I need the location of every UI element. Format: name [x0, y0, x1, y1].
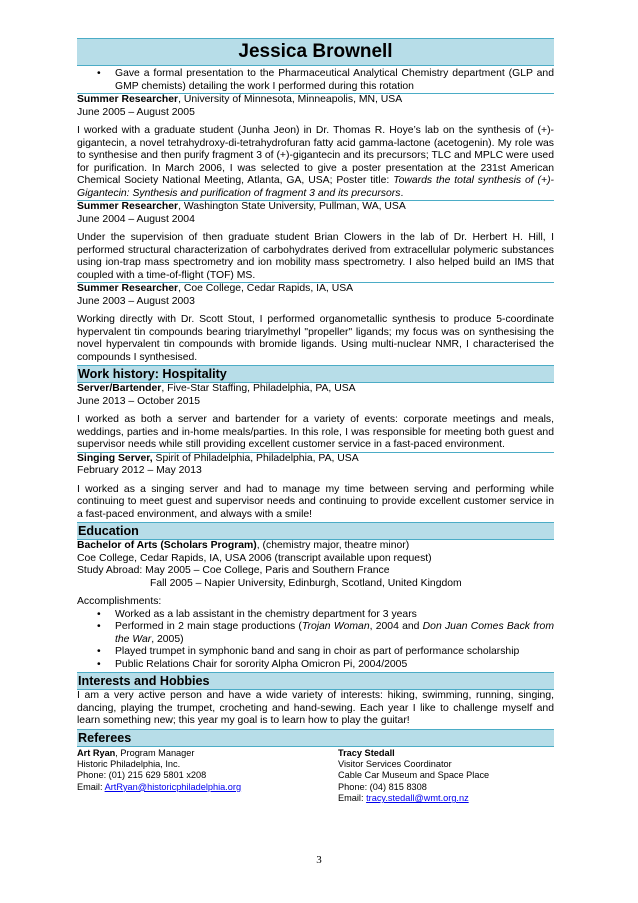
poster-title: Towards the total synthesis of (+)-Gigantecin: Synthesis and purification of fragment 3 and its precursors	[77, 175, 554, 199]
resume-page	[77, 38, 554, 805]
job-dates: February 2012 – May 2013	[77, 465, 202, 476]
hospitality-entry-1	[77, 383, 554, 452]
acc-text: Performed in 2 main stage productions (	[115, 621, 302, 632]
referee-name: Tracy Stedall	[338, 747, 395, 758]
job-dates: June 2005 – August 2005	[77, 106, 195, 118]
list-item: • Worked as a lab assistant in the chemistry department for 3 years	[77, 609, 554, 622]
job-dates: June 2004 – August 2004	[77, 213, 195, 225]
job-dates: June 2003 – August 2003	[77, 295, 195, 307]
top-bullet-list	[77, 68, 554, 93]
acc-text: , 2005)	[151, 633, 184, 645]
referee-email-link[interactable]: tracy.stedall@wmt.org.nz	[366, 793, 469, 804]
referee-phone: Phone: (01) 215 629 5801 x208	[77, 770, 207, 781]
job-role: Singing Server,	[77, 452, 153, 464]
referee-email-link[interactable]: ArtRyan@historicphiladelphia.org	[104, 781, 242, 792]
section-heading-education: Education	[77, 522, 554, 540]
research-entry-3	[77, 282, 554, 364]
job-description	[77, 125, 554, 200]
production-title: Trojan Woman	[301, 621, 370, 632]
college-line: Coe College, Cedar Rapids, IA, USA 2006 (transcript available upon request)	[77, 552, 432, 564]
referee-left	[77, 748, 338, 805]
job-place: , Washington State University, Pullman, WA, USA	[178, 201, 406, 212]
job-place: , University of Minnesota, Minneapolis, MN, USA	[178, 94, 403, 105]
referee-name: Art Ryan	[77, 747, 116, 758]
education-block	[77, 540, 554, 671]
list-item: • Played trumpet in symphonic band and sang in choir as part of performance scholarship	[77, 646, 554, 659]
job-description: Under the supervision of then graduate student Brian Clowers in the lab of Dr. Herbert H. Hill, I performed structural characterization of carbohydrates derived from extracellular polymeric substances using ion-trap mass spectrometry and ion mobility mass spectrometry. I also helped build an IMS that coupled with a time-of-flight (TOF) MS.	[77, 232, 554, 281]
list-item: • Public Relations Chair for sorority Alpha Omicron Pi, 2004/2005	[77, 659, 554, 672]
page-number: 3	[316, 854, 322, 866]
referee-org: Historic Philadelphia, Inc.	[77, 758, 181, 769]
job-place: , Coe College, Cedar Rapids, IA, USA	[178, 283, 354, 294]
job-description: Working directly with Dr. Scott Stout, I performed organometallic synthesis to produce 5-coordinate hypervalent tin compounds bearing triarylmethyl "propeller" ligands; my focus was on synthesising the novel hypervalent tin compounds with bromide ligands. Using multi-nuclear NMR, I characterised the compounds I synthesised.	[77, 314, 554, 363]
accomplishments-label: Accomplishments:	[77, 596, 162, 607]
referee-email-label: Email:	[77, 781, 105, 792]
section-heading-referees: Referees	[77, 729, 554, 747]
referee-phone: Phone: (04) 815 8308	[338, 781, 427, 792]
job-role: Server/Bartender	[77, 383, 162, 394]
referee-title: , Program Manager	[115, 747, 195, 758]
job-role: Summer Researcher	[77, 283, 179, 294]
job-role: Summer Researcher	[77, 94, 179, 105]
degree-detail: , (chemistry major, theatre minor)	[256, 540, 410, 551]
referees-block	[77, 748, 554, 805]
section-heading-interests: Interests and Hobbies	[77, 672, 554, 690]
job-place: , Five-Star Staffing, Philadelphia, PA, USA	[161, 383, 356, 394]
hospitality-entry-2	[77, 452, 554, 522]
study-abroad-line-2: Fall 2005 – Napier University, Edinburgh, Scotland, United Kingdom	[150, 577, 462, 589]
referee-email-label: Email:	[338, 793, 367, 804]
job-dates: June 2013 – October 2015	[77, 395, 201, 407]
accomplishments-list	[77, 609, 554, 672]
research-entry-1	[77, 93, 554, 200]
production-title: Don Juan Comes Back from the War	[115, 621, 554, 645]
study-abroad-line: Study Abroad: May 2005 – Coe College, Paris and Southern France	[77, 565, 390, 576]
section-heading-hospitality: Work history: Hospitality	[77, 365, 554, 383]
desc-end: .	[400, 187, 404, 199]
job-description: I worked as both a server and bartender for a variety of events: corporate meetings and meals, weddings, parties and in-home meals/parties. In this role, I was responsible for meeting both guest and supervisor needs while still providing excellent customer service in a fast-paced environment.	[77, 414, 554, 450]
job-place: Spirit of Philadelphia, Philadelphia, PA, USA	[152, 452, 359, 464]
name-header: Jessica Brownell	[77, 38, 554, 66]
referee-title: Visitor Services Coordinator	[338, 758, 452, 769]
acc-text: , 2004 and	[369, 621, 423, 632]
list-item	[77, 621, 554, 646]
referee-right	[338, 748, 554, 805]
job-description: I worked as a singing server and had to manage my time between serving and performing while continuing to meet guest and supervisor needs and continuing to provide excellent customer service in a fast-paced environment, and always with a smile!	[77, 483, 554, 520]
list-item: • Gave a formal presentation to the Pharmaceutical Analytical Chemistry department (GLP and GMP chemists) detailing the work I performed during this rotation	[77, 68, 554, 93]
research-entry-2	[77, 200, 554, 282]
job-role: Summer Researcher	[77, 201, 179, 212]
desc-text: I worked with a graduate student (Junha Jeon) in Dr. Thomas R. Hoye’s lab on the synthesis of (+)-gigantecin, a novel tetrahydroxy-di-tetrahydrofuran fatty acid gamma-lactone (acetogenin). My role was to synthesise and then purify fragment 3 of (+)-gigantecin and its precursors; TLC and MPLC were used for purification. In March 2006, I was selected to give a poster presentation at the 231st American Chemical Society National Meeting, Atlanta, GA, USA; Poster title:	[77, 125, 554, 186]
interests-text: I am a very active person and have a wide variety of interests: hiking, swimming, running, singing, dancing, playing the trumpet, crocheting and hand-sewing. Each year I like to challenge myself and learn something new; this year my goal is to learn how to play the guitar!	[77, 690, 554, 726]
degree-name: Bachelor of Arts (Scholars Program)	[77, 540, 257, 551]
referee-org: Cable Car Museum and Space Place	[338, 770, 490, 781]
